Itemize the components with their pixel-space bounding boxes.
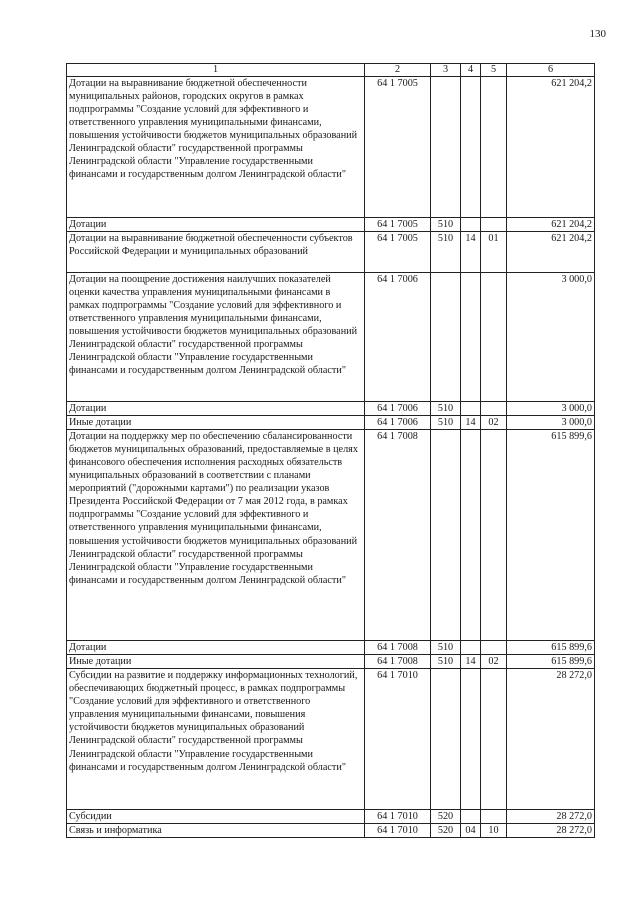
row-code: 64 1 7005 [365, 232, 431, 273]
row-amount: 28 272,0 [507, 810, 595, 824]
row-col3: 510 [431, 416, 461, 430]
table-row [67, 232, 595, 273]
row-code: 64 1 7006 [365, 273, 431, 402]
row-name: Дотации на поддержку мер по обеспечению сбалансированности бюджетов муниципальных образований, предоставляемые в целях финансового обеспечения исполнения расходных обязательств муниципальных образований в соответствии с планами мероприятий ("дорожными картами") по реализации указов Президента Российской Федерации от 7 мая 2012 года, в рамках подпрограммы "Создание условий для эффективного и ответственного управления муниципальными финансами, повышения устойчивости бюджетов муниципальных образований Ленинградской области" государственной программы Ленинградской области "Управление государственными финансами и государственным долгом Ленинградской области" [67, 430, 365, 641]
row-name: Дотации [67, 218, 365, 232]
row-col4 [461, 77, 481, 218]
row-col5: 01 [481, 232, 507, 273]
row-col3 [431, 77, 461, 218]
table-row [67, 402, 595, 416]
row-col3: 520 [431, 810, 461, 824]
budget-table [66, 63, 595, 838]
header-col-1: 1 [67, 64, 365, 77]
row-name: Дотации [67, 641, 365, 655]
row-amount: 28 272,0 [507, 824, 595, 838]
row-col4 [461, 430, 481, 641]
row-col3: 510 [431, 641, 461, 655]
row-code: 64 1 7005 [365, 77, 431, 218]
table-row [67, 810, 595, 824]
row-col5 [481, 402, 507, 416]
row-col4 [461, 810, 481, 824]
header-col-2: 2 [365, 64, 431, 77]
table-row [67, 669, 595, 810]
header-col-4: 4 [461, 64, 481, 77]
table-header-row [67, 64, 595, 77]
row-col4: 14 [461, 232, 481, 273]
table-row [67, 655, 595, 669]
row-code: 64 1 7010 [365, 669, 431, 810]
row-name: Связь и информатика [67, 824, 365, 838]
row-name: Дотации [67, 402, 365, 416]
row-col5: 02 [481, 655, 507, 669]
row-code: 64 1 7008 [365, 641, 431, 655]
table-row [67, 416, 595, 430]
row-col4 [461, 641, 481, 655]
row-col5 [481, 273, 507, 402]
header-col-3: 3 [431, 64, 461, 77]
row-code: 64 1 7006 [365, 402, 431, 416]
row-amount: 615 899,6 [507, 641, 595, 655]
row-name: Дотации на выравнивание бюджетной обеспеченности муниципальных районов, городских округов в рамках подпрограммы "Создание условий для эффективного и ответственного управления муниципальными финансами, повышения устойчивости бюджетов муниципальных образований Ленинградской области" государственной программы Ленинградской области "Управление государственными финансами и государственным долгом Ленинградской области" [67, 77, 365, 218]
row-name: Иные дотации [67, 655, 365, 669]
row-col5 [481, 218, 507, 232]
row-code: 64 1 7006 [365, 416, 431, 430]
page-number: 130 [589, 28, 606, 40]
row-col4 [461, 218, 481, 232]
row-name: Иные дотации [67, 416, 365, 430]
row-amount: 615 899,6 [507, 430, 595, 641]
row-col3: 520 [431, 824, 461, 838]
row-name: Субсидии [67, 810, 365, 824]
row-col4: 14 [461, 416, 481, 430]
row-amount: 3 000,0 [507, 273, 595, 402]
row-col5 [481, 810, 507, 824]
row-col3: 510 [431, 402, 461, 416]
row-amount: 621 204,2 [507, 232, 595, 273]
row-col5 [481, 430, 507, 641]
row-code: 64 1 7008 [365, 655, 431, 669]
header-col-5: 5 [481, 64, 507, 77]
row-col5: 02 [481, 416, 507, 430]
table-row [67, 824, 595, 838]
row-amount: 28 272,0 [507, 669, 595, 810]
row-amount: 3 000,0 [507, 402, 595, 416]
row-name: Субсидии на развитие и поддержку информационных технологий, обеспечивающих бюджетный процесс, в рамках подпрограммы "Создание условий для эффективного и ответственного управления муниципальными финансами, повышения устойчивости бюджетов муниципальных образований Ленинградской области" государственной программы Ленинградской области "Управление государственными финансами и государственным долгом Ленинградской области" [67, 669, 365, 810]
row-col4: 14 [461, 655, 481, 669]
row-code: 64 1 7005 [365, 218, 431, 232]
row-col3: 510 [431, 232, 461, 273]
row-name: Дотации на выравнивание бюджетной обеспеченности субъектов Российской Федерации и муниципальных образований [67, 232, 365, 273]
table-row [67, 430, 595, 641]
header-col-6: 6 [507, 64, 595, 77]
row-col3: 510 [431, 218, 461, 232]
row-code: 64 1 7010 [365, 824, 431, 838]
row-col4 [461, 273, 481, 402]
row-code: 64 1 7010 [365, 810, 431, 824]
row-amount: 621 204,2 [507, 77, 595, 218]
row-col4: 04 [461, 824, 481, 838]
row-col5 [481, 669, 507, 810]
row-col5: 10 [481, 824, 507, 838]
row-col4 [461, 402, 481, 416]
row-code: 64 1 7008 [365, 430, 431, 641]
row-col3 [431, 273, 461, 402]
row-col3 [431, 430, 461, 641]
row-col5 [481, 641, 507, 655]
table-row [67, 641, 595, 655]
row-amount: 3 000,0 [507, 416, 595, 430]
table-row [67, 218, 595, 232]
row-col3: 510 [431, 655, 461, 669]
row-amount: 615 899,6 [507, 655, 595, 669]
row-name: Дотации на поощрение достижения наилучших показателей оценки качества управления муниципальными финансами в рамках подпрограммы "Создание условий для эффективного и ответственного управления муниципальными финансами, повышения устойчивости бюджетов муниципальных образований Ленинградской области" государственной программы Ленинградской области "Управление государственными финансами и государственным долгом Ленинградской области" [67, 273, 365, 402]
row-amount: 621 204,2 [507, 218, 595, 232]
row-col4 [461, 669, 481, 810]
table-row [67, 77, 595, 218]
table-row [67, 273, 595, 402]
row-col3 [431, 669, 461, 810]
row-col5 [481, 77, 507, 218]
